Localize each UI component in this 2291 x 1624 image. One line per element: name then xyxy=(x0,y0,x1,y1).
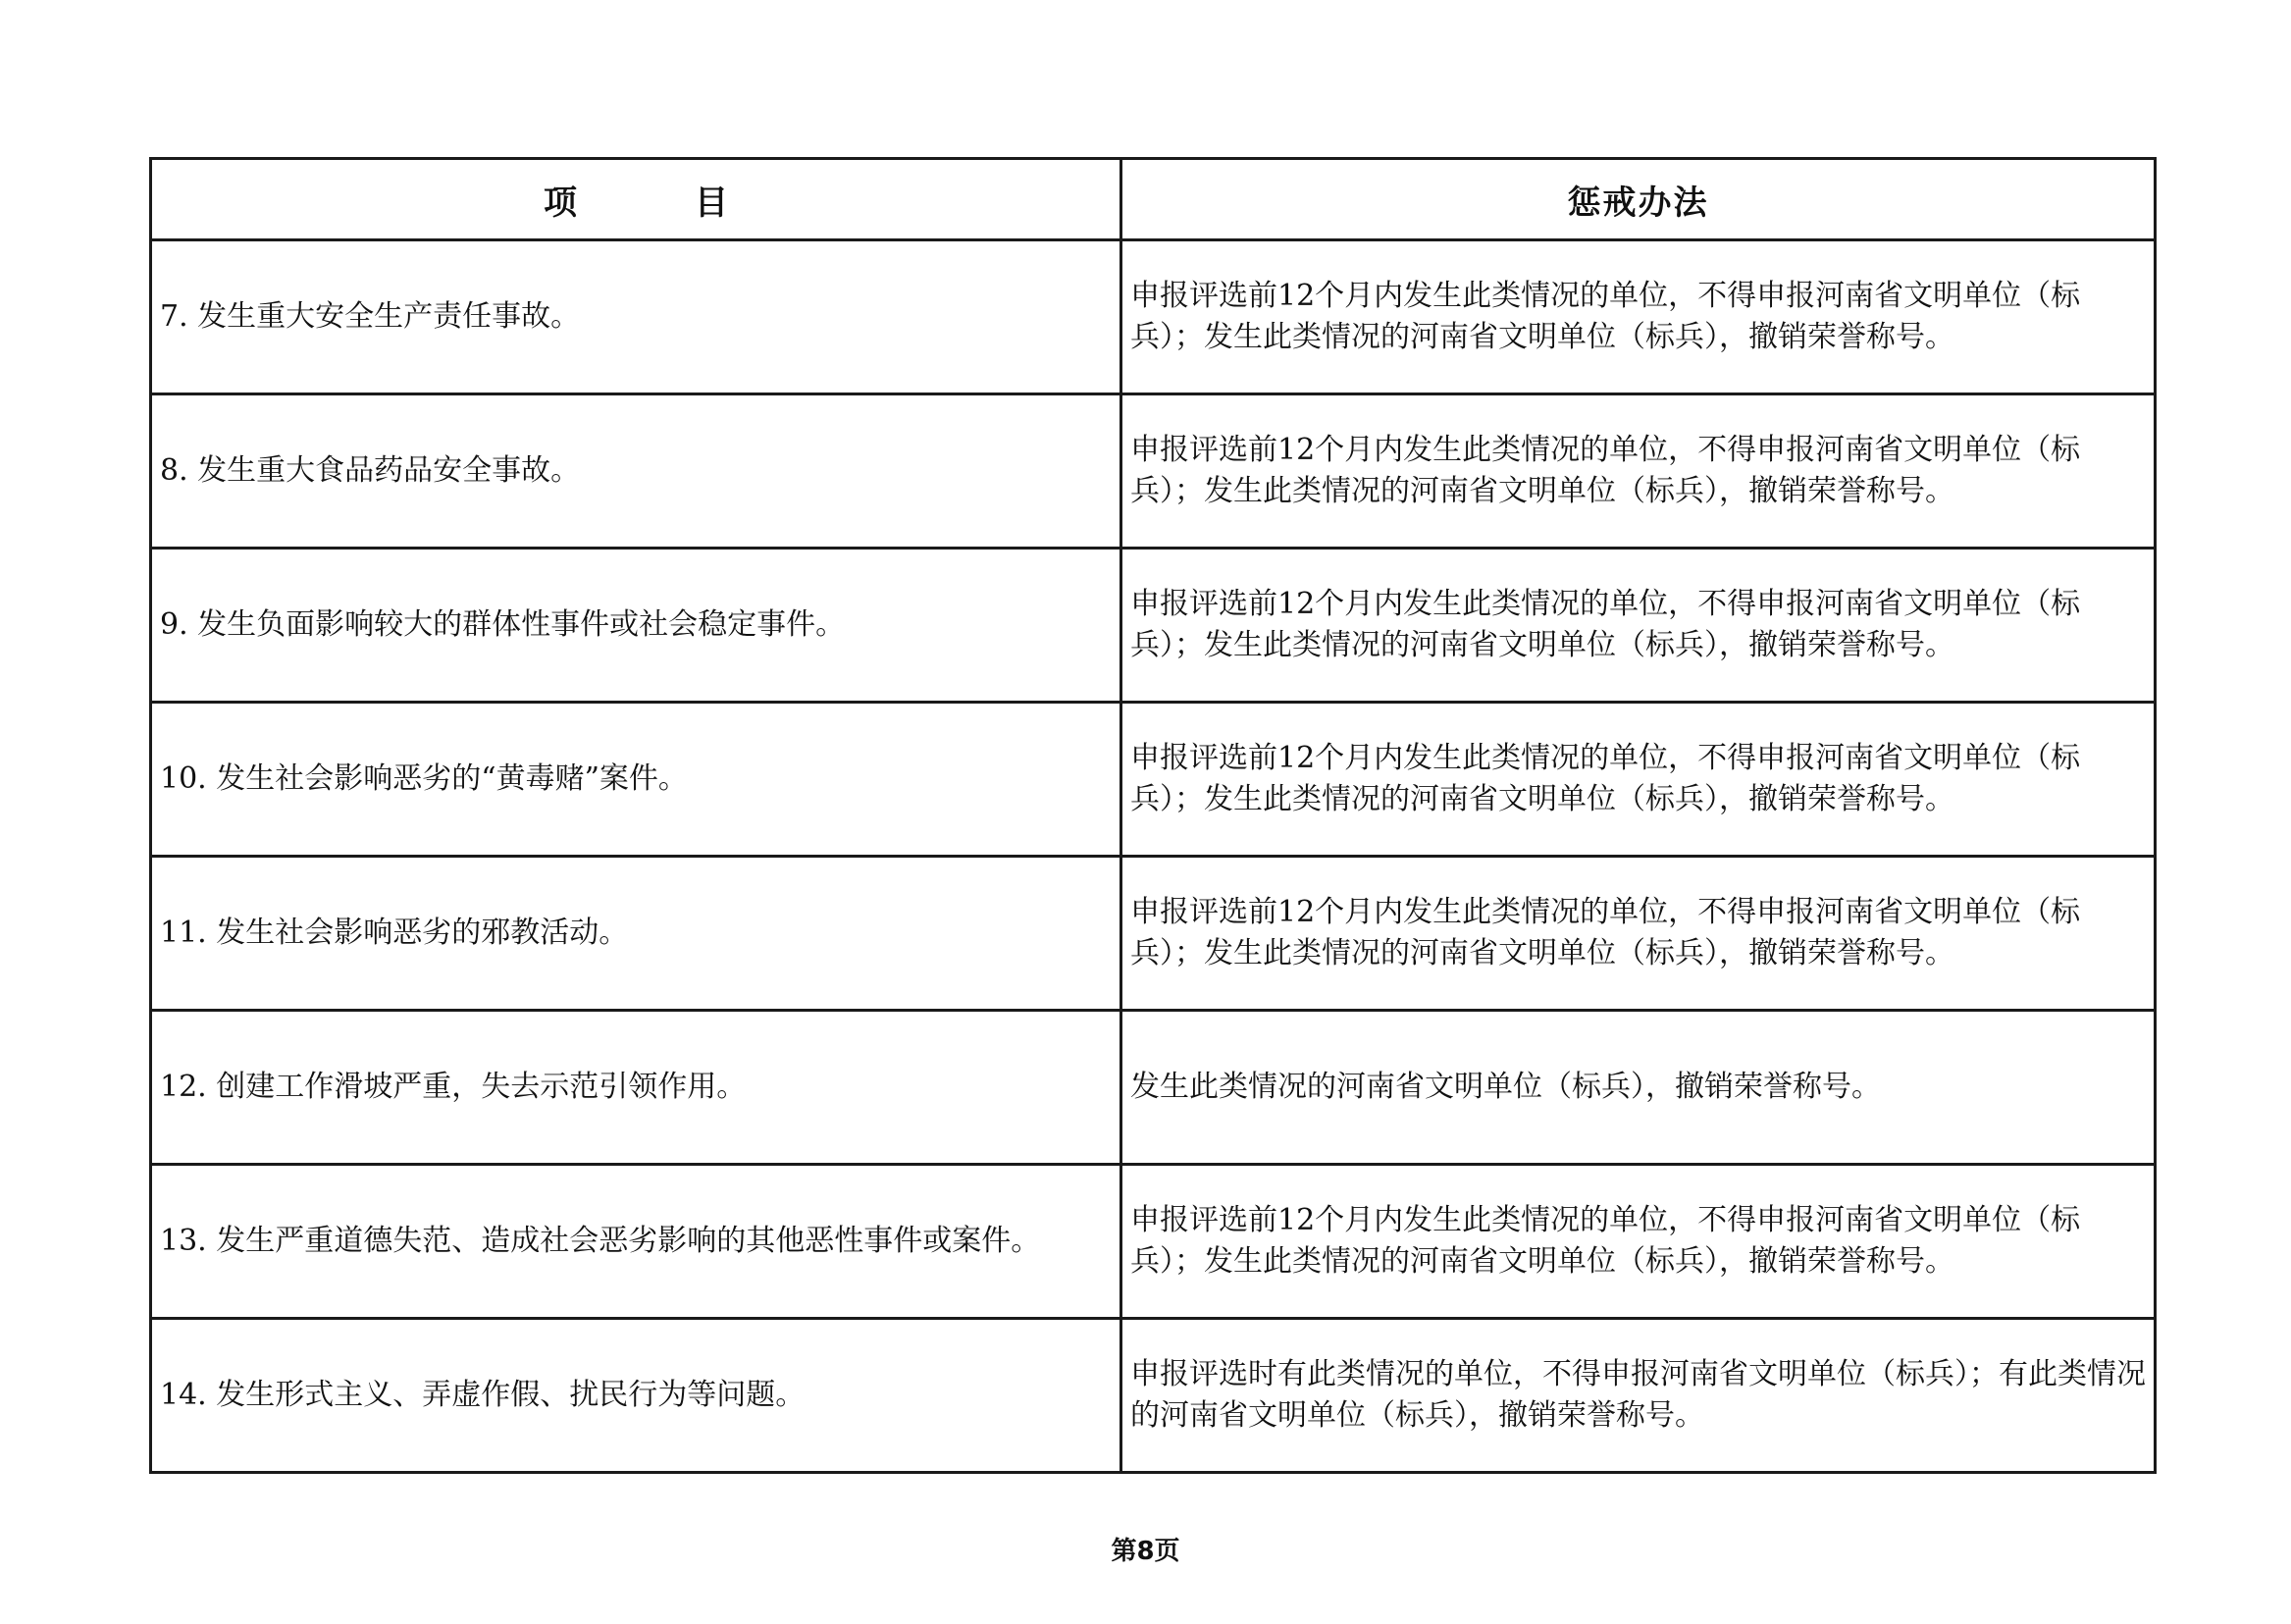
row-penalty-cell: 申报评选前12个月内发生此类情况的单位，不得申报河南省文明单位（标兵）；发生此类情况的河南省文明单位（标兵），撤销荣誉称号。 xyxy=(1121,857,2156,1011)
table-row xyxy=(151,857,2156,1011)
row-penalty-cell: 申报评选前12个月内发生此类情况的单位，不得申报河南省文明单位（标兵）；发生此类情况的河南省文明单位（标兵），撤销荣誉称号。 xyxy=(1121,1165,2156,1319)
penalty-table xyxy=(149,157,2157,1474)
table-row xyxy=(151,240,2156,394)
table-row xyxy=(151,703,2156,857)
table-row xyxy=(151,1011,2156,1165)
row-item-cell: 12. 创建工作滑坡严重，失去示范引领作用。 xyxy=(151,1011,1121,1165)
row-item-cell: 13. 发生严重道德失范、造成社会恶劣影响的其他恶性事件或案件。 xyxy=(151,1165,1121,1319)
row-item-cell: 9. 发生负面影响较大的群体性事件或社会稳定事件。 xyxy=(151,549,1121,703)
page-number: 第8页 xyxy=(1111,1537,1180,1566)
row-penalty-cell: 申报评选前12个月内发生此类情况的单位，不得申报河南省文明单位（标兵）；发生此类情况的河南省文明单位（标兵），撤销荣誉称号。 xyxy=(1121,549,2156,703)
row-item-cell: 8. 发生重大食品药品安全事故。 xyxy=(151,394,1121,549)
row-penalty-cell: 申报评选前12个月内发生此类情况的单位，不得申报河南省文明单位（标兵）；发生此类情况的河南省文明单位（标兵），撤销荣誉称号。 xyxy=(1121,394,2156,549)
table-row xyxy=(151,1319,2156,1473)
header-penalty: 惩戒办法 xyxy=(1121,159,2156,240)
row-penalty-cell: 申报评选前12个月内发生此类情况的单位，不得申报河南省文明单位（标兵）；发生此类情况的河南省文明单位（标兵），撤销荣誉称号。 xyxy=(1121,703,2156,857)
table-row xyxy=(151,394,2156,549)
row-item-cell: 14. 发生形式主义、弄虚作假、扰民行为等问题。 xyxy=(151,1319,1121,1473)
row-penalty-cell: 发生此类情况的河南省文明单位（标兵），撤销荣誉称号。 xyxy=(1121,1011,2156,1165)
row-item-cell: 11. 发生社会影响恶劣的邪教活动。 xyxy=(151,857,1121,1011)
row-penalty-cell: 申报评选前12个月内发生此类情况的单位，不得申报河南省文明单位（标兵）；发生此类情况的河南省文明单位（标兵），撤销荣誉称号。 xyxy=(1121,240,2156,394)
row-penalty-cell: 申报评选时有此类情况的单位，不得申报河南省文明单位（标兵）；有此类情况的河南省文明单位（标兵），撤销荣誉称号。 xyxy=(1121,1319,2156,1473)
row-item-cell: 10. 发生社会影响恶劣的“黄毒赌”案件。 xyxy=(151,703,1121,857)
table-row xyxy=(151,1165,2156,1319)
header-item: 项目 xyxy=(151,159,1121,240)
row-item-cell: 7. 发生重大安全生产责任事故。 xyxy=(151,240,1121,394)
table-header-row xyxy=(151,159,2156,240)
table-row xyxy=(151,549,2156,703)
